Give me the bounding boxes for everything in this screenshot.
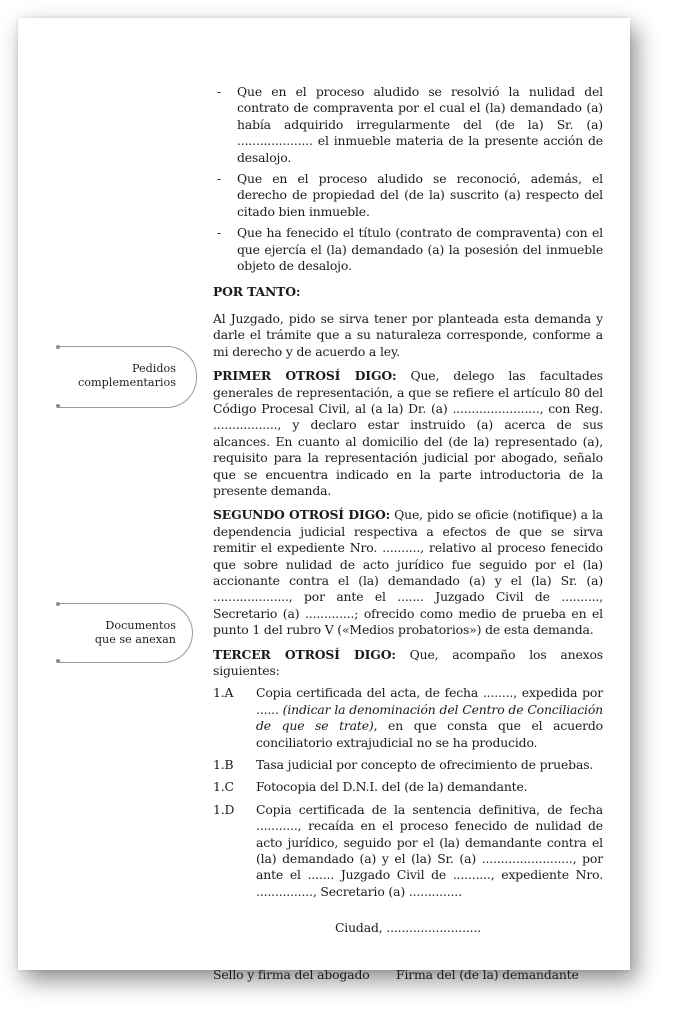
document-page: [18, 18, 630, 982]
annex-text: Copia certificada de la sentencia definitiva, de fecha ..........., recaída en el proceso fenecido de nulidad de acto jurídico, seguido por el (la) demandante contra el (la) demandado (a) y el (la) Sr. (a) ........................, por ante el ....... Juzgado Civil de .........., expediente Nro. ..............., Secretario (a) ..............: [256, 801, 603, 899]
list-item-text: Que en el proceso aludido se reconoció, además, el derecho de propiedad del (de la) suscrito (a) respecto del citado bien inmueble.: [237, 171, 603, 219]
tercer-otrosi-lead: TERCER OTROSÍ DIGO:: [213, 646, 396, 662]
list-item: - Que ha fenecido el título (contrato de compraventa) con el que ejercía el (la) demandado (a) la posesión del inmueble objeto de desalojo.: [217, 225, 603, 274]
annex-item: [213, 802, 603, 900]
annex-list: [213, 685, 603, 900]
annex-number: 1.A: [213, 685, 234, 701]
document-body: [213, 84, 603, 983]
annex-text-part: Copia certificada del acta, de fecha ........, expedida por ......: [256, 685, 603, 717]
annex-item: [213, 779, 603, 795]
segundo-otrosi-lead: SEGUNDO OTROSÍ DIGO:: [213, 507, 391, 523]
margin-note-pedidos: [58, 362, 176, 389]
list-item: - Que en el proceso aludido se reconoció, además, el derecho de propiedad del (de la) suscrito (a) respecto del citado bien inmueble.: [217, 171, 603, 219]
annex-text: [256, 685, 603, 751]
annex-number: 1.B: [213, 757, 234, 773]
list-item-text: el inmueble materia de la presente acción de desalojo.: [237, 133, 603, 165]
annex-item: [213, 685, 603, 751]
primer-otrosi-lead: PRIMER OTROSÍ DIGO:: [213, 368, 397, 384]
note-line-2: que se anexan: [94, 632, 176, 646]
annex-italic-note: (indicar la denominación del Centro de Conciliación de que se trate): [256, 701, 603, 734]
section-heading-por-tanto: POR TANTO:: [213, 284, 301, 300]
annex-text-part: , en que consta que el acuerdo conciliatorio extrajudicial no se ha producido.: [256, 718, 603, 750]
note-marker-dot: [56, 659, 60, 663]
annex-text: Tasa judicial por concepto de ofrecimiento de pruebas.: [256, 757, 594, 773]
list-item-text: Que en el proceso aludido se resolvió la nulidad del contrato de compraventa por el cual el (la) demandado (a) había adquirido irregularmente del (de la) Sr. (a): [237, 84, 603, 132]
note-marker-dot: [56, 404, 60, 408]
list-item: - Que en el proceso aludido se resolvió la nulidad del contrato de compraventa por el cual el (la) demandado (a) había adquirido irregularmente del (de la) Sr. (a) .................... el inmueble materia de la presente acción de desalojo.: [217, 84, 603, 165]
plaintiff-signature-label: Firma del (de la) demandante: [396, 966, 579, 982]
tercer-otrosi-text: Que, acompaño los anexos siguientes:: [213, 646, 604, 678]
annex-number: 1.C: [213, 779, 234, 795]
annex-number: 1.D: [213, 801, 235, 817]
primer-otrosi-paragraph: [213, 368, 603, 499]
tercer-otrosi-paragraph: [213, 647, 603, 680]
city-date-line: Ciudad, .........................: [334, 920, 482, 936]
facts-list: [213, 84, 603, 274]
segundo-otrosi-text: Que, pido se oficie (notifique) a la dependencia judicial respectiva a efectos de que se sirva remitir el expediente Nro. .........., relativo al proceso fenecido que sobre nulidad de acto jurídico fue seguido por el (la) accionante contra el (la) demandado (a) y el (la) Sr. (a) ...................., por ante el ....... Juzgado Civil de .........., Secretario (a) .............; ofrecido como medio de prueba en el punto 1 del rubro V («Medios probatorios») de esta demanda.: [213, 507, 603, 638]
annex-text: Fotocopia del D.N.I. del (de la) demandante.: [256, 779, 528, 795]
annex-item: [213, 757, 603, 773]
petition-paragraph: Al Juzgado, pido se sirva tener por planteada esta demanda y darle el trámite que a su naturaleza corresponde, conforme a mi derecho y de acuerdo a ley.: [213, 310, 603, 359]
margin-note-documentos: [58, 619, 176, 646]
signature-block: [213, 967, 603, 983]
note-line-2: complementarios: [78, 375, 176, 389]
blank-field: ....................: [237, 133, 313, 149]
segundo-otrosi-paragraph: [213, 507, 603, 638]
lawyer-signature-label: Sello y firma del abogado: [213, 966, 370, 982]
primer-otrosi-text: Que, delego las facultades generales de representación, a que se refiere el artículo 80 del Código Procesal Civil, al (a la) Dr. (a) ......................., con Reg. ................., y declaro estar instruido (a) acerca de sus alcances. En cuanto al domicilio del (de la) representado (a), requisito para la representación judicial por abogado, señalo que se encuentra indicado en la parte introductoria de la presente demanda.: [213, 368, 603, 498]
list-item-text: Que ha fenecido el título (contrato de compraventa) con el que ejercía el (la) demandado (a) la posesión del inmueble objeto de desalojo.: [237, 225, 603, 274]
note-line-1: Documentos: [105, 619, 176, 632]
note-line-1: Pedidos: [131, 362, 176, 375]
